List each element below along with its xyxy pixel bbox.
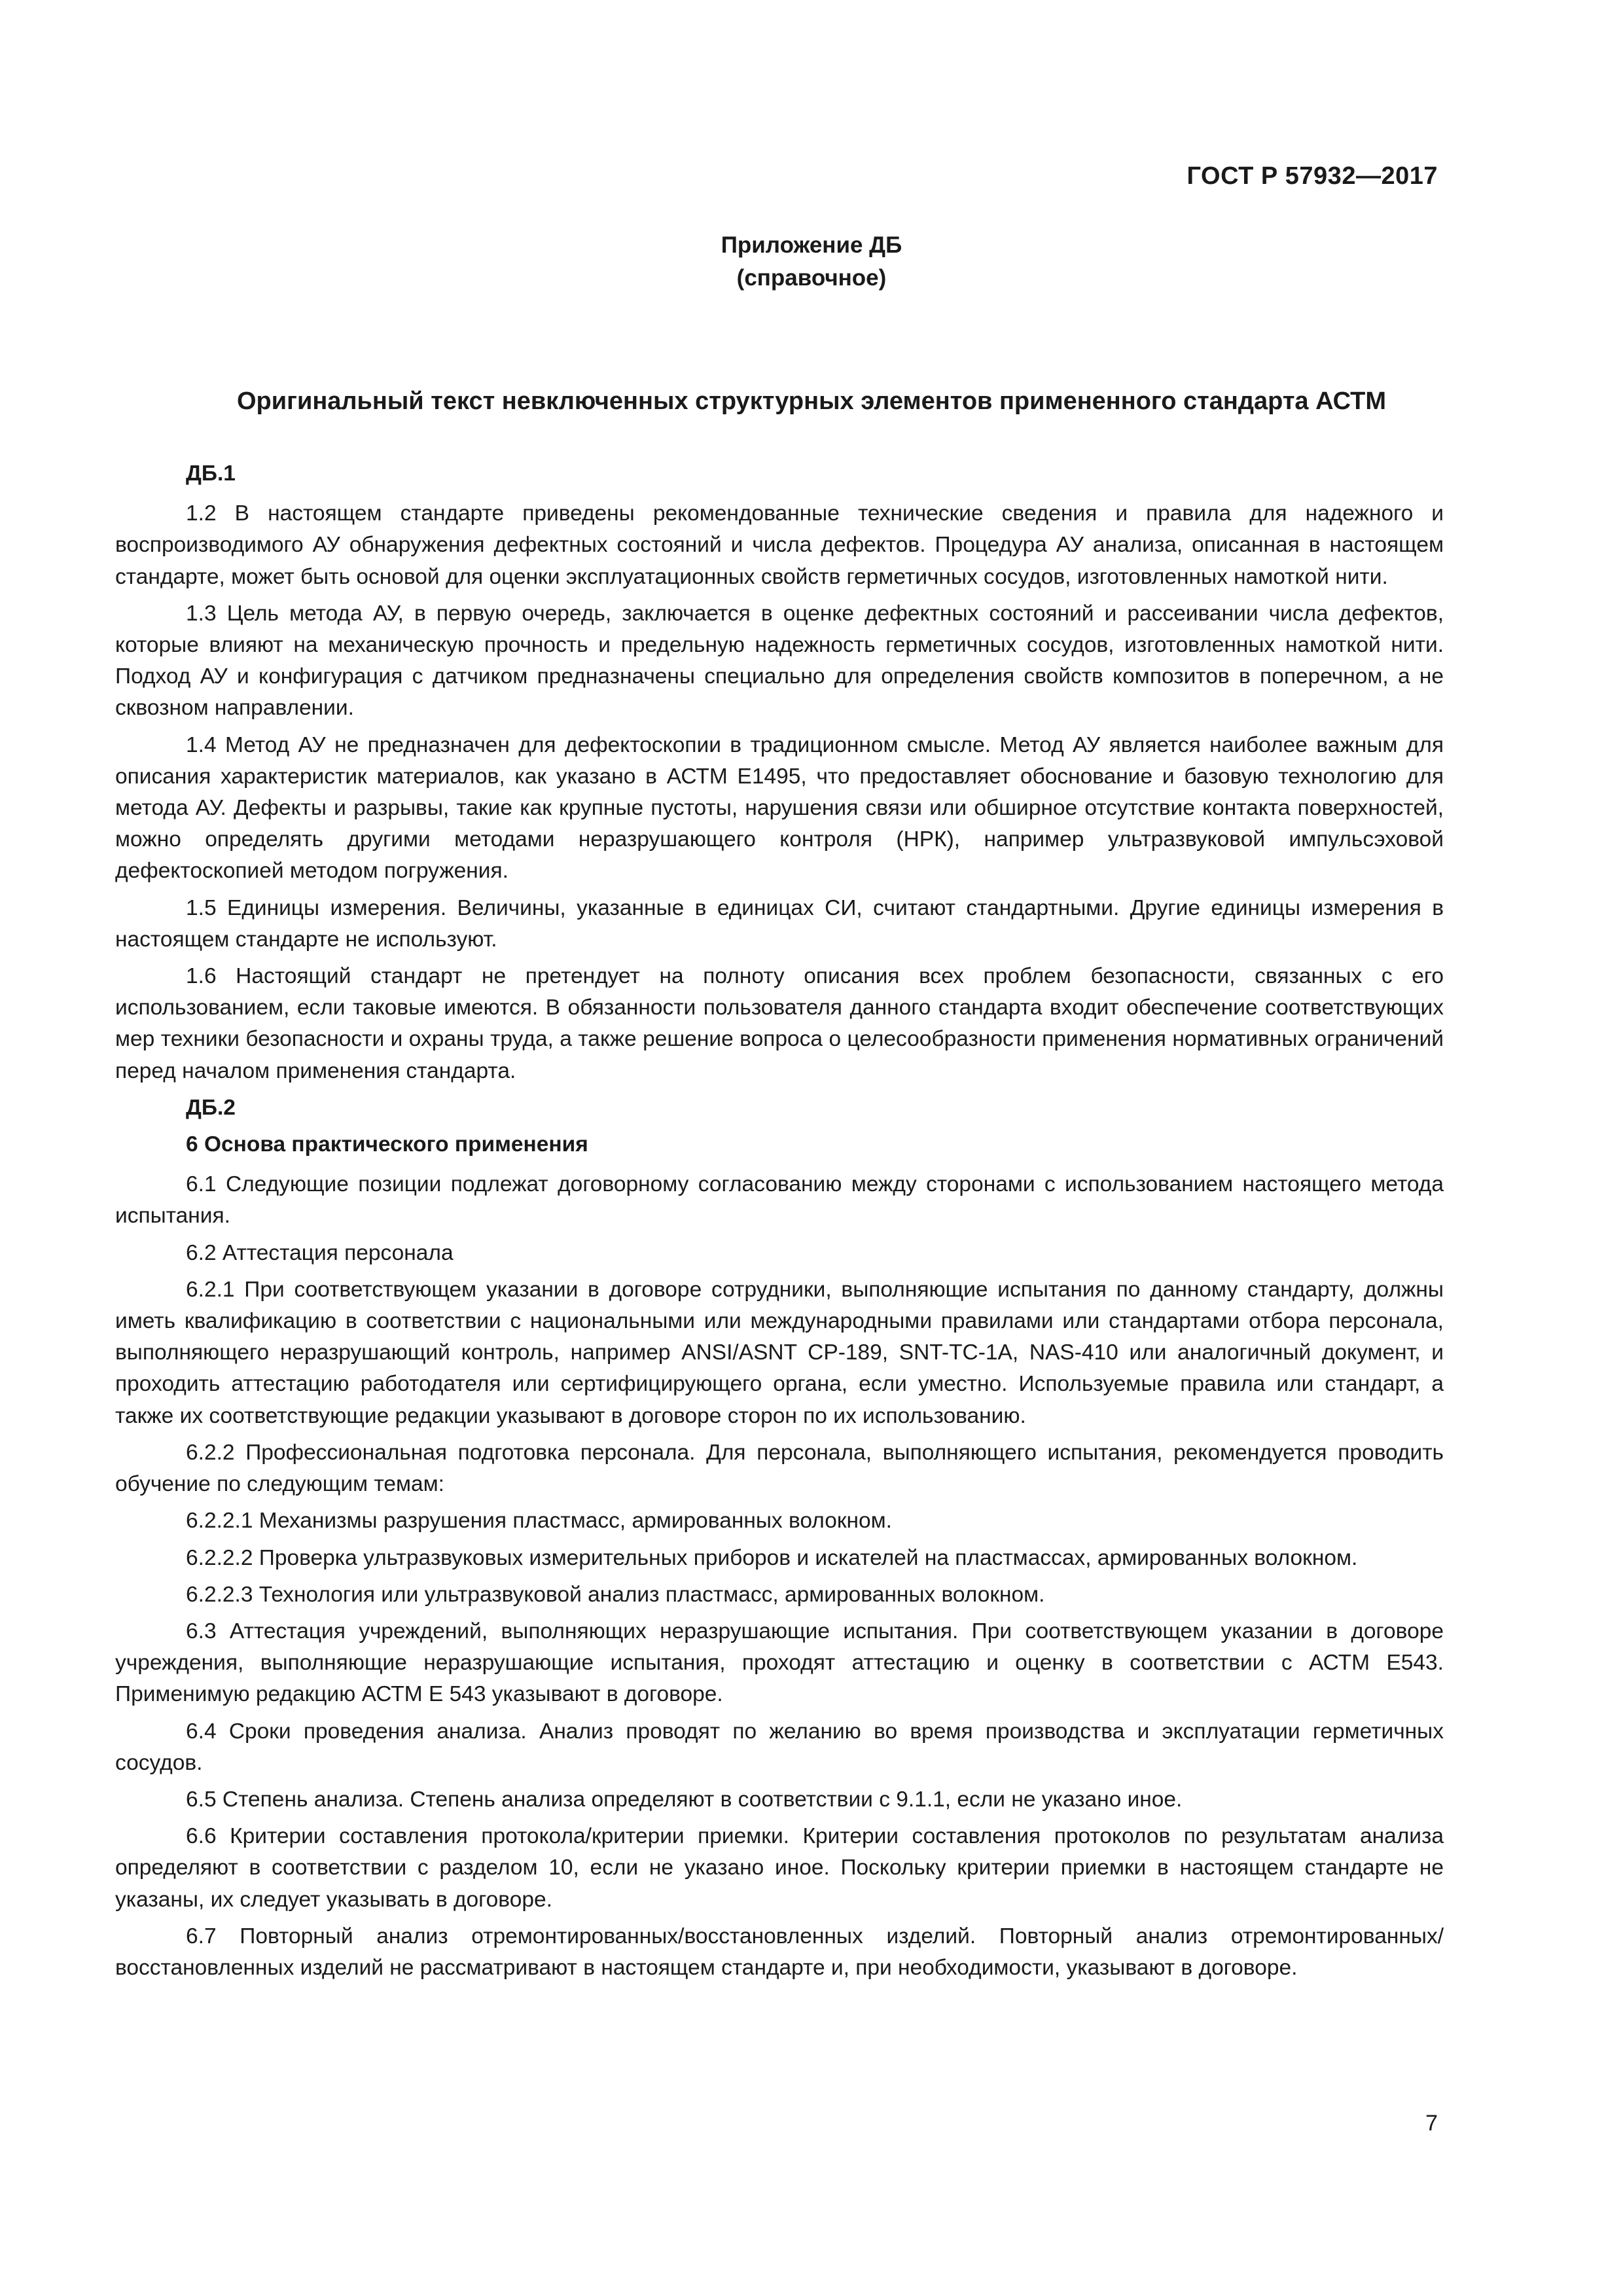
section-heading-db2: ДБ.2 xyxy=(186,1095,236,1120)
document-id: ГОСТ Р 57932—2017 xyxy=(1186,162,1438,190)
page-number: 7 xyxy=(1425,2111,1438,2136)
document-body xyxy=(115,458,1444,1984)
paragraph-6-2-2-1: 6.2.2.1 Механизмы разрушения пластмасс, армированных волокном. xyxy=(186,1509,892,1534)
paragraph-6-4: 6.4 Сроки проведения анализа. Анализ проводят по желанию во время производства и эксплуатации герметичных сосудов. xyxy=(115,1719,1444,1775)
paragraph-6-5: 6.5 Степень анализа. Степень анализа определяют в соответствии с 9.1.1, если не указано иное. xyxy=(186,1787,1183,1812)
paragraph-6-7: 6.7 Повторный анализ отремонтированных/восстановленных изделий. Повторный анализ отремонтированных/восстановленных изделий не рассматривают в настоящем стандарте и, при необходимости, указывают в договоре. xyxy=(115,1924,1444,1980)
paragraph-1-4: 1.4 Метод АУ не предназначен для дефектоскопии в традиционном смысле. Метод АУ является наиболее важным для описания характеристик материалов, как указано в АСТМ Е1495, что предоставляет обоснование и базовую технологию для метода АУ. Дефекты и разрывы, такие как крупные пустоты, нарушения связи или обширное отсутствие контакта поверхностей, можно определять другими методами неразрушающего контроля (НРК), например ультразвуковой импульсэховой дефектоскопией методом погружения. xyxy=(115,732,1444,884)
paragraph-6-2-2: 6.2.2 Профессиональная подготовка персонала. Для персонала, выполняющего испытания, рекомендуется проводить обучение по следующим темам: xyxy=(115,1440,1444,1497)
annex-title: Оригинальный текст невключенных структурных элементов примененного стандарта АСТМ xyxy=(237,387,1386,415)
paragraph-6-3: 6.3 Аттестация учреждений, выполняющих неразрушающие испытания. При соответствующем указании в договоре учреждения, выполняющие неразрушающие испытания, проходят аттестацию и оценку в соответствии с АСТМ Е543. Применимую редакцию АСТМ Е 543 указывают в договоре. xyxy=(115,1619,1444,1707)
annex-label: Приложение ДБ xyxy=(721,232,902,258)
annex-kind: (справочное) xyxy=(736,265,887,291)
paragraph-6-1: 6.1 Следующие позиции подлежат договорному согласованию между сторонами с использованием настоящего метода испытания. xyxy=(115,1172,1444,1229)
paragraph-6-2-2-2: 6.2.2.2 Проверка ультразвуковых измерительных приборов и искателей на пластмассах, армированных волокном. xyxy=(186,1545,1358,1570)
section-heading-db1: ДБ.1 xyxy=(186,461,236,486)
annex-heading xyxy=(0,229,1623,295)
paragraph-1-6: 1.6 Настоящий стандарт не претендует на полноту описания всех проблем безопасности, связанных с его использованием, если таковые имеются. В обязанности пользователя данного стандарта входит обеспечение соответствующих мер техники безопасности и охраны труда, а также решение вопроса о целесообразности применения нормативных ограничений перед началом применения стандарта. xyxy=(115,964,1444,1083)
paragraph-6-2: 6.2 Аттестация персонала xyxy=(186,1240,454,1265)
paragraph-1-5: 1.5 Единицы измерения. Величины, указанные в единицах СИ, считают стандартными. Другие единицы измерения в настоящем стандарте не используют. xyxy=(115,895,1444,952)
paragraph-6-2-1: 6.2.1 При соответствующем указании в договоре сотрудники, выполняющие испытания по данному стандарту, должны иметь квалификацию в соответствии с национальными или международными правилами или стандартами отбора персонала, выполняющего неразрушающий контроль, например ANSI/ASNT CP-189, SNT-TC-1A, NAS-410 или аналогичный документ, и проходить аттестацию работодателя или сертифицирующего органа, если уместно. Используемые правила или стандарт, а также их соответствующие редакции указывают в договоре сторон по их использованию. xyxy=(115,1277,1444,1428)
section-subheading-6: 6 Основа практического применения xyxy=(186,1132,588,1157)
paragraph-1-2: 1.2 В настоящем стандарте приведены рекомендованные технические сведения и правила для надежного и воспроизводимого АУ обнаружения дефектных состояний и числа дефектов. Процедура АУ анализа, описанная в настоящем стандарте, может быть основой для оценки эксплуатационных свойств герметичных сосудов, изготовленных намоткой нити. xyxy=(115,501,1444,589)
paragraph-6-2-2-3: 6.2.2.3 Технология или ультразвуковой анализ пластмасс, армированных волокном. xyxy=(186,1582,1045,1607)
paragraph-6-6: 6.6 Критерии составления протокола/критерии приемки. Критерии составления протоколов по результатам анализа определяют в соответствии с разделом 10, если не указано иное. Поскольку критерии приемки в настоящем стандарте не указаны, их следует указывать в договоре. xyxy=(115,1824,1444,1912)
paragraph-1-3: 1.3 Цель метода АУ, в первую очередь, заключается в оценке дефектных состояний и рассеивании числа дефектов, которые влияют на механическую прочность и предельную надежность герметичных сосудов, изготовленных намоткой нити. Подход АУ и конфигурация с датчиком предназначены специально для определения свойств композитов в поперечном, а не сквозном направлении. xyxy=(115,601,1444,721)
